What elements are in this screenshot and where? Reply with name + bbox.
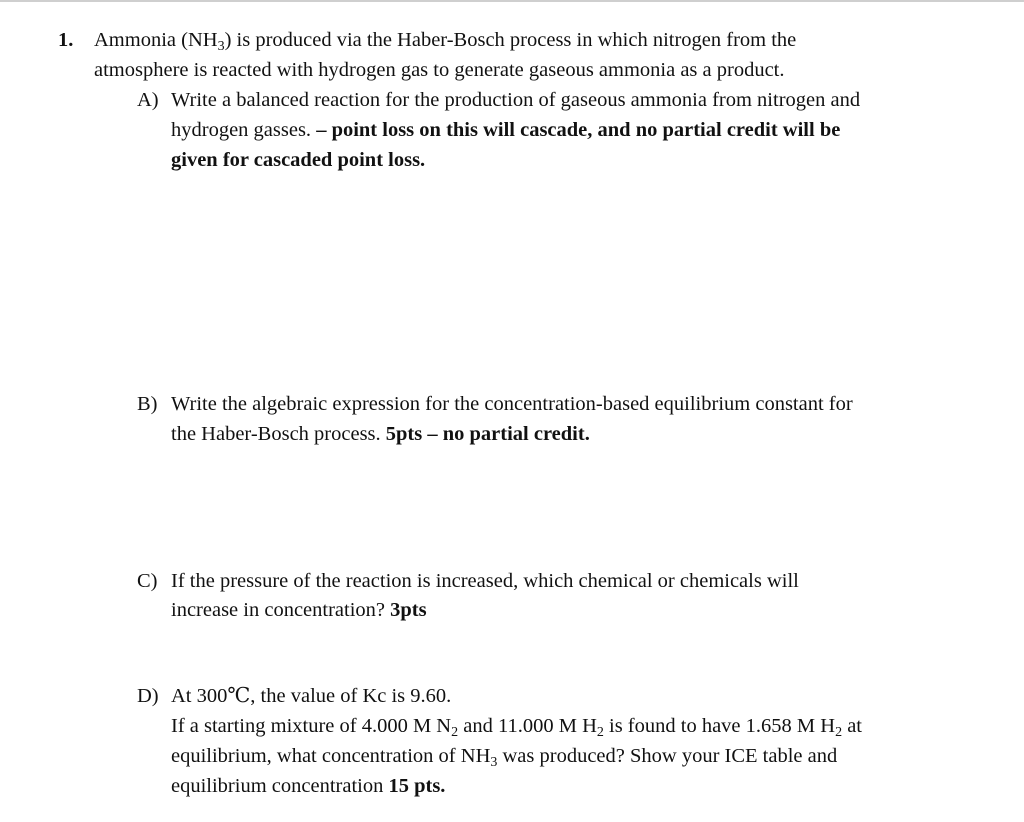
- part-b-label: B): [137, 393, 158, 415]
- question-intro-line-1: Ammonia $(NH_3)$ is produced via the Haber-Bosch process in which nitrogen from the: [94, 29, 797, 54]
- part-b-line-2: the Haber-Bosch process. 5pts – no partial credit.: [171, 423, 590, 445]
- part-a-line-3: given for cascaded point loss.: [171, 149, 426, 171]
- part-c-label: C): [137, 570, 158, 592]
- part-a-label: A): [137, 89, 159, 111]
- part-c-line-1: If the pressure of the reaction is increased, which chemical or chemicals will: [171, 570, 799, 592]
- part-a-line-1: Write a balanced reaction for the production of gaseous ammonia from nitrogen and: [171, 89, 861, 111]
- part-d-line-4: equilibrium concentration 15 pts.: [171, 775, 446, 797]
- part-a-line-2: hydrogen gasses. – point loss on this will cascade, and no partial credit will be: [171, 119, 841, 141]
- page-top-border: [0, 0, 1024, 2]
- part-c-line-2: increase in concentration? 3pts: [171, 599, 427, 621]
- question-intro-line-2: atmosphere is reacted with hydrogen gas to generate gaseous ammonia as a product.: [94, 59, 785, 81]
- part-d-line-1: At 300℃, the value of Kc is 9.60.: [171, 685, 452, 707]
- part-d-line-3: equilibrium, what concentration of $NH_3$ was produced? Show your ICE table and: [171, 745, 838, 770]
- part-b-line-1: Write the algebraic expression for the concentration-based equilibrium constant for: [171, 393, 853, 415]
- question-number: 1.: [58, 29, 74, 51]
- part-d-line-2: If a starting mixture of 4.000 M $N_2$ and 11.000 M $H_2$ is found to have 1.658 M $H_2$ at: [171, 715, 862, 740]
- part-d-label: D): [137, 685, 159, 707]
